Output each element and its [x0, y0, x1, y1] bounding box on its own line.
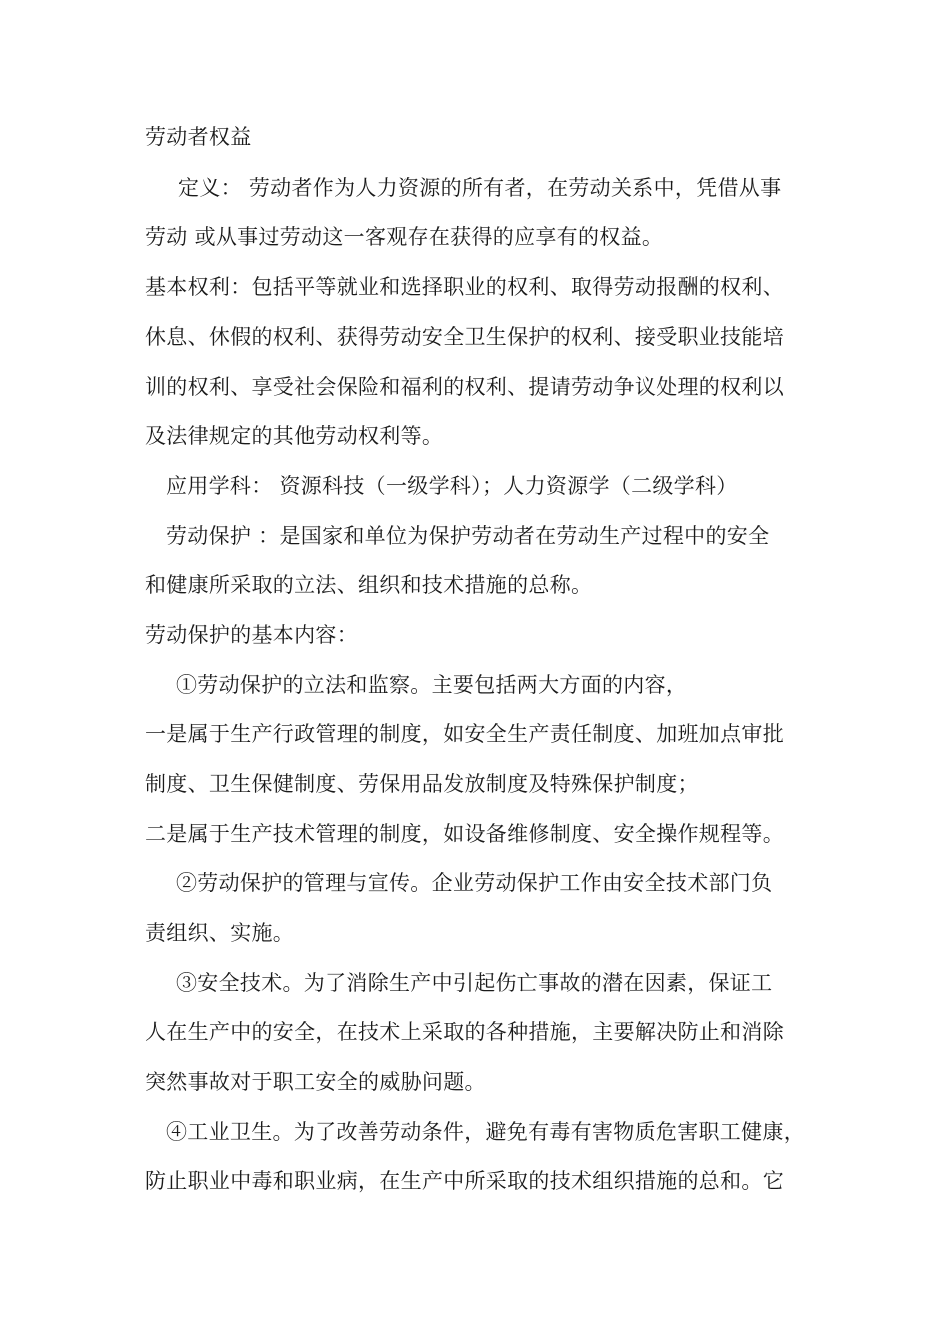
basic-rights-line-1: 基本权利：包括平等就业和选择职业的权利、取得劳动报酬的权利、: [145, 275, 784, 299]
applied-discipline-line: 应用学科： 资源科技（一级学科）；人力资源学（二级学科）: [166, 474, 738, 498]
basic-rights-line-4: 及法律规定的其他劳动权利等。: [145, 424, 444, 448]
item-2-line-1: ②劳动保护的管理与宣传。企业劳动保护工作由安全技术部门负: [176, 871, 773, 895]
item-3-line-2: 人在生产中的安全，在技术上采取的各种措施，主要解决防止和消除: [145, 1020, 784, 1044]
item-3-line-3: 突然事故对于职工安全的威胁问题。: [145, 1070, 486, 1094]
labor-protection-line-1: 劳动保护 ：是国家和单位为保护劳动者在劳动生产过程中的安全: [166, 524, 770, 548]
basic-rights-line-3: 训的权利、享受社会保险和福利的权利、提请劳动争议处理的权利以: [145, 375, 784, 399]
basic-content-heading: 劳动保护的基本内容：: [145, 623, 358, 647]
item-3-line-1: ③安全技术。为了消除生产中引起伤亡事故的潜在因素，保证工: [176, 971, 773, 995]
item-4-line-2: 防止职业中毒和职业病，在生产中所采取的技术组织措施的总和。它: [145, 1169, 784, 1193]
item-4-line-1: ④工业卫生。为了改善劳动条件，避免有毒有害物质危害职工健康，: [166, 1120, 805, 1144]
definition-line-2: 劳动 或从事过劳动这一客观存在获得的应享有的权益。: [145, 225, 664, 249]
item-1-line-1: ①劳动保护的立法和监察。主要包括两大方面的内容，: [176, 673, 688, 697]
definition-line-1: 定义： 劳动者作为人力资源的所有者，在劳动关系中，凭借从事: [178, 176, 782, 200]
item-1-line-2: 一是属于生产行政管理的制度，如安全生产责任制度、加班加点审批: [145, 722, 784, 746]
labor-protection-line-2: 和健康所采取的立法、组织和技术措施的总称。: [145, 573, 593, 597]
item-1-line-4: 二是属于生产技术管理的制度，如设备维修制度、安全操作规程等。: [145, 822, 784, 846]
basic-rights-line-2: 休息、休假的权利、获得劳动安全卫生保护的权利、接受职业技能培: [145, 325, 784, 349]
item-1-line-3: 制度、卫生保健制度、劳保用品发放制度及特殊保护制度；: [145, 772, 699, 796]
item-2-line-2: 责组织、实施。: [145, 921, 295, 945]
document-title: 劳动者权益: [145, 125, 252, 149]
